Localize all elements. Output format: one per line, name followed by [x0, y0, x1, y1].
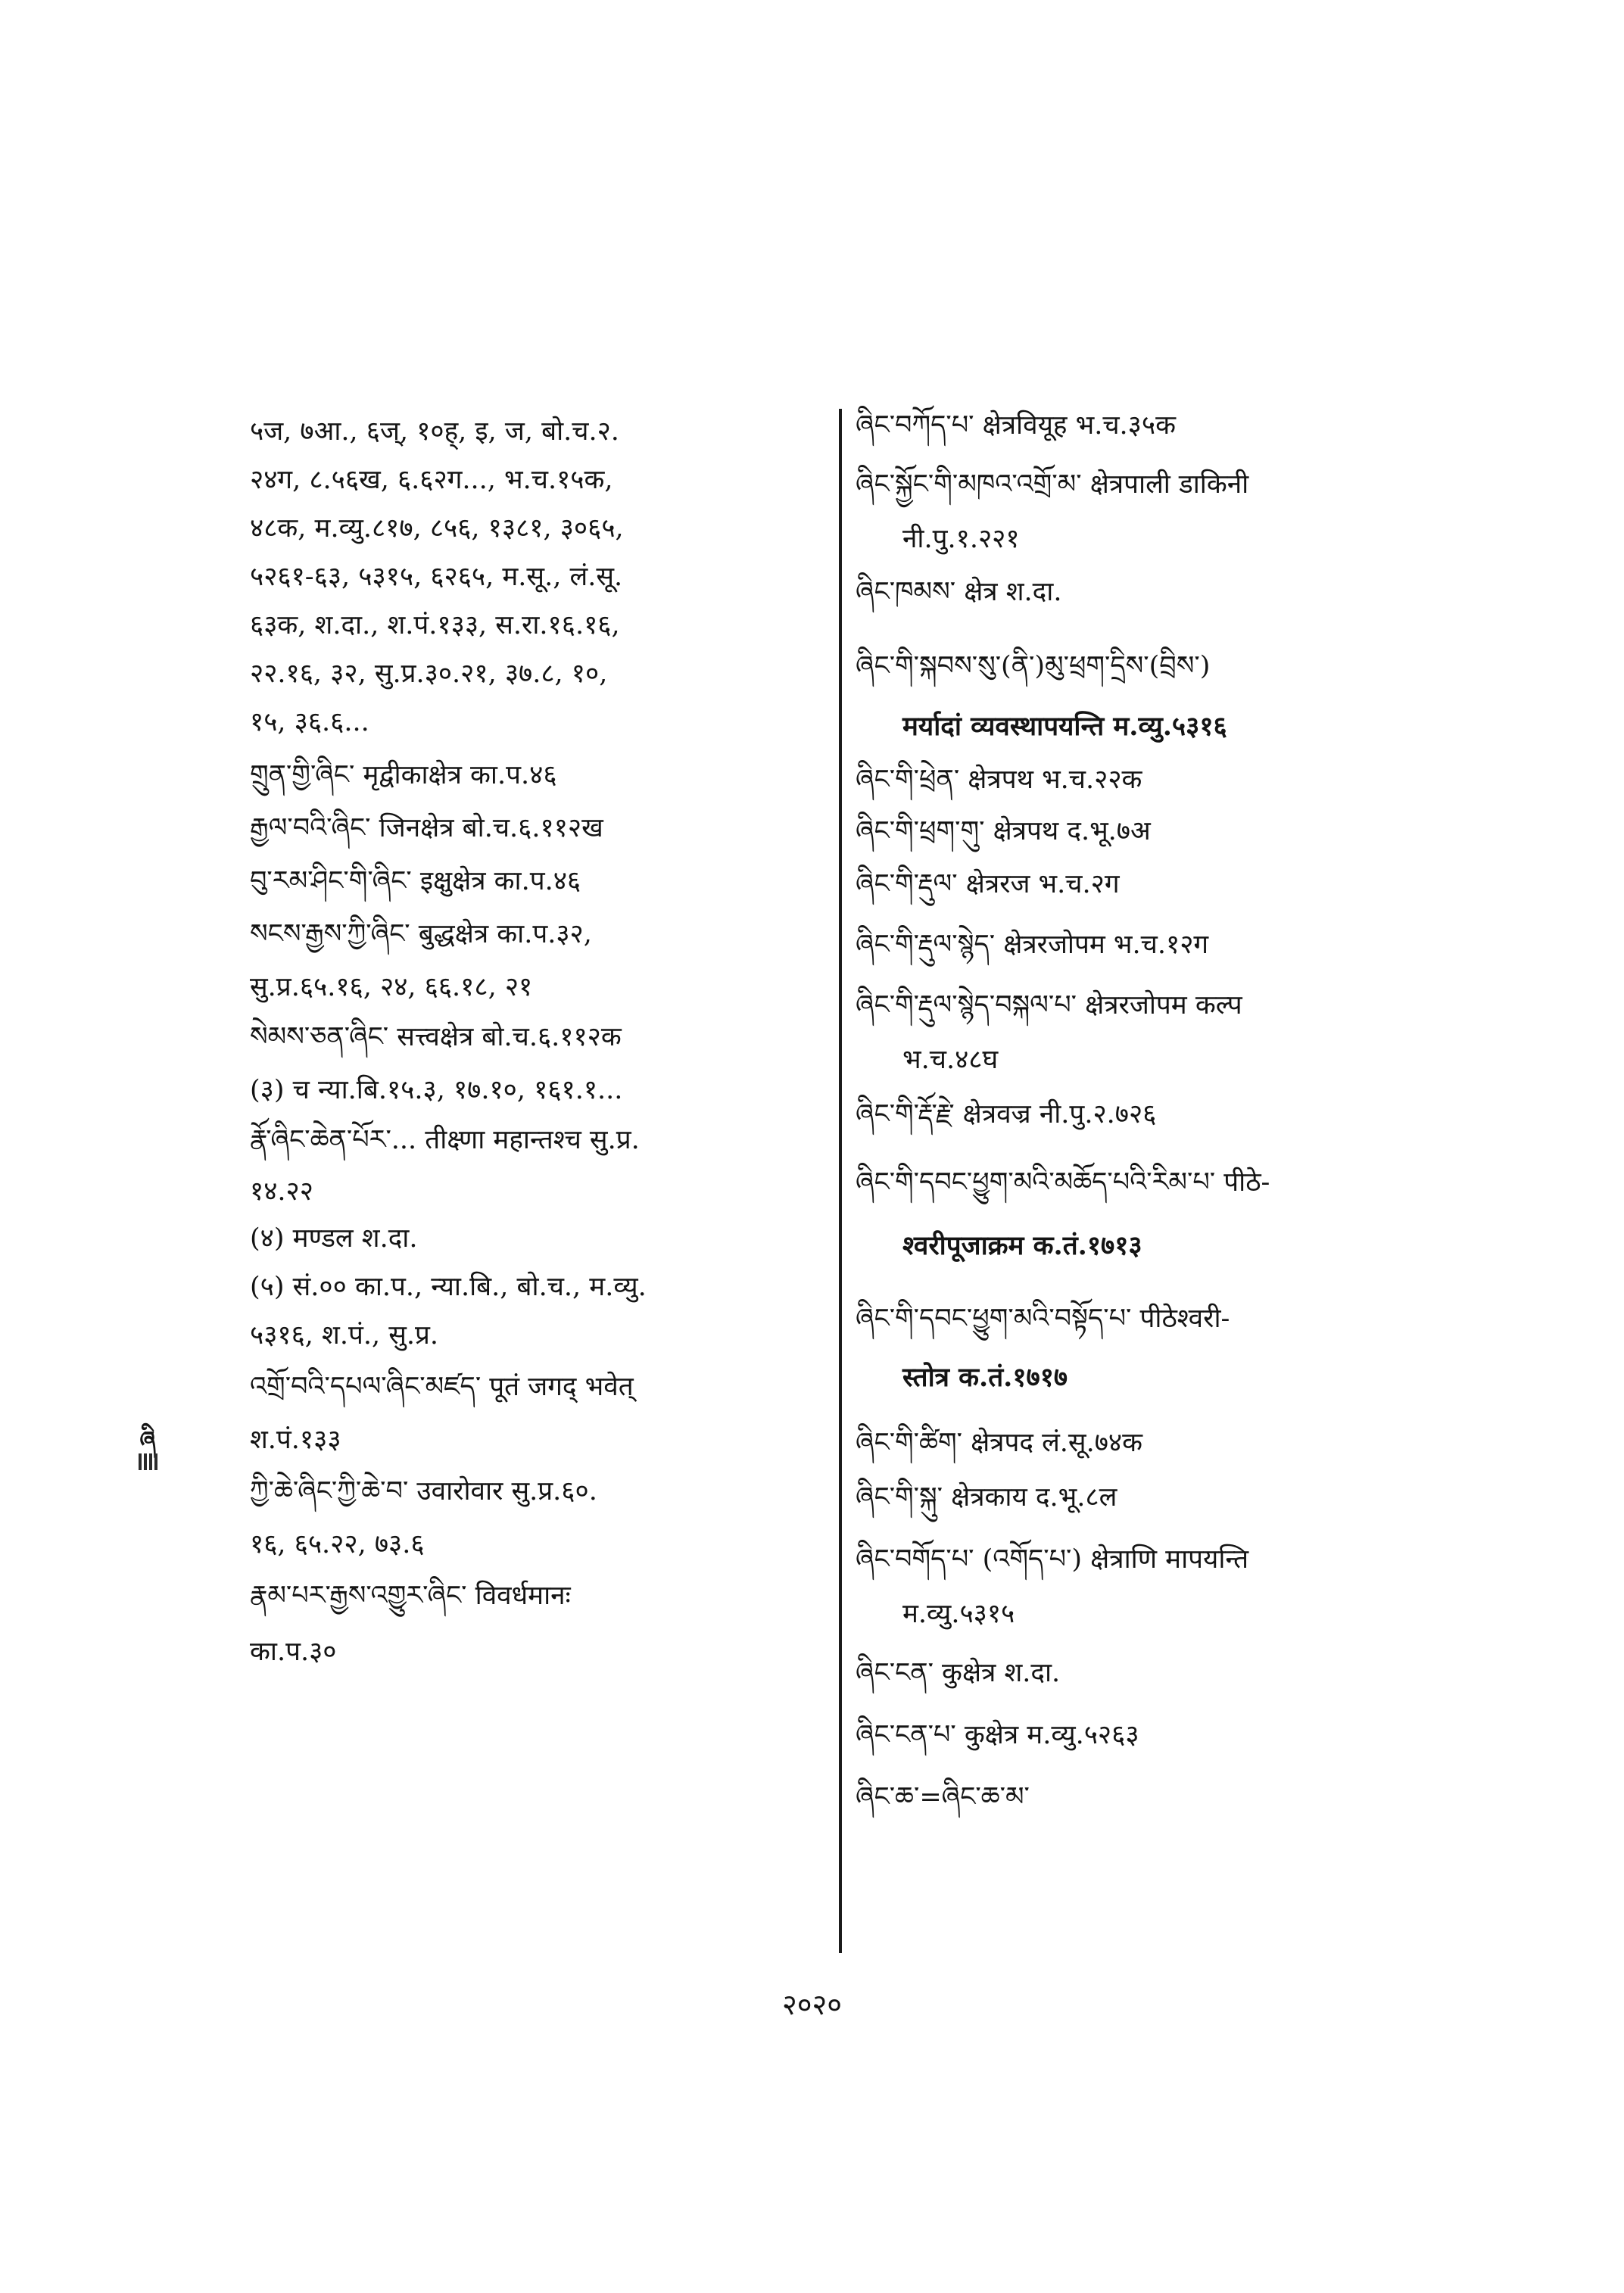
- entry-line: ཞིང་བགོད་པ་ (འགོད་པ་) क्षेत्राणि मापयन्ति: [856, 1544, 1249, 1575]
- page-number: २०२०: [781, 1988, 843, 2021]
- entry-line: ५३१६, श.पं., सु.प्र.: [250, 1320, 439, 1351]
- entry-line: ཞིང་གི་ཕྲེན་ क्षेत्रपथ भ.च.२२क: [856, 765, 1142, 795]
- entry-line: ཞིང་ཁམས་ क्षेत्र श.दा.: [856, 577, 1062, 607]
- entry-line: ཞིང་གི་ཕྲག་གུ་ क्षेत्रपथ द.भू.७अ: [856, 816, 1151, 846]
- entry-line: སངས་རྒྱས་ཀྱི་ཞིང་ बुद्धक्षेत्र का.प.३२,: [250, 919, 592, 949]
- entry-line: ५२६१-६३, ५३१५, ६२६५, म.सू., लं.सू.: [250, 562, 623, 592]
- entry-line: ཞིང་བཀོད་པ་ क्षेत्रवियूह भ.च.३५क: [856, 410, 1176, 441]
- entry-line: ५ज, ७आ., ६ज्, १०ह्, इ, ज, बो.च.२.: [250, 416, 619, 447]
- entry-line: ཞིང་གི་རྡོ་རྗེ་ क्षेत्रवज्र नी.पु.२.७२६: [856, 1099, 1157, 1129]
- entry-line: ཞིང་ངན་ कुक्षेत्र श.दा.: [856, 1658, 1061, 1688]
- entry-line: (४) मण्डल श.दा.: [250, 1223, 418, 1254]
- margin-section-mark: [132, 1429, 163, 1472]
- margin-bar: [154, 1453, 157, 1470]
- entry-line: ཞིང་གི་རྡུལ་སྙེད་བསྐལ་པ་ क्षेत्ररजोपम कल्प: [856, 990, 1242, 1020]
- entry-line: ཞིང་གི་ཚིག་ क्षेत्रपद लं.सू.७४क: [856, 1428, 1142, 1458]
- entry-line: २२.१६, ३२, सु.प्र.३०.२१, ३७.८, १०,: [250, 659, 608, 689]
- entry-line: ཞིང་གི་སྐབས་སུ་(ནི་)མུ་ཕྲག་དྲིས་(བྲིས་): [856, 651, 1211, 681]
- entry-line: १६, ६५.२२, ७३.६: [250, 1529, 425, 1559]
- entry-line: འགྲོ་བའི་དཔལ་ཞིང་མཛད་ पूतं जगद् भवेत्: [250, 1372, 634, 1402]
- entry-line: म.व्यु.५३१५: [902, 1599, 1015, 1629]
- entry-line: ཞིང་གི་རྡུལ་སྙེད་ क्षेत्ररजोपम भ.च.१२ग: [856, 930, 1209, 960]
- entry-line: का.प.३०: [250, 1637, 337, 1667]
- entry-line: བུ་རམ་ཤིང་གི་ཞིང་ इक्षुक्षेत्र का.प.४६: [250, 866, 581, 896]
- entry-line: मर्यादां व्यवस्थापयन्ति म.व्यु.५३१६: [902, 711, 1227, 742]
- column-divider: [839, 409, 842, 1953]
- margin-letter: ཞི: [139, 1427, 156, 1453]
- entry-line: स्तोत्र क.तं.१७१७: [902, 1362, 1068, 1393]
- entry-line: १५, ३६.६...: [250, 707, 369, 737]
- entry-line: १४.२२: [250, 1176, 313, 1207]
- margin-bar: [144, 1453, 147, 1470]
- entry-line: རྣོ་ཞིང་ཆེན་པོར་... तीक्ष्णा महान्तश्च सु.प्र.: [250, 1125, 640, 1155]
- entry-line: श्वरीपूजाक्रम क.तं.१७१३: [902, 1230, 1142, 1261]
- entry-line: རྒྱལ་བའི་ཞིང་ जिनक्षेत्र बो.च.६.११२ख: [250, 813, 603, 843]
- margin-bar: [139, 1453, 142, 1470]
- entry-line: ཀྱི་ཆེ་ཞིང་ཀྱི་ཆེ་བ་ उवारोवार सु.प्र.६०.: [250, 1476, 597, 1506]
- entry-line: २४ग, ८.५६ख, ६.६२ग..., भ.च.१५क,: [250, 465, 613, 495]
- entry-line: ४८क, म.व्यु.८१७, ८५६, १३८१, ३०६५,: [250, 513, 624, 544]
- entry-line: (५) सं.०० का.प., न्या.बि., बो.च., म.व्यु.: [250, 1272, 647, 1302]
- entry-line: ཞིང་གི་སྐུ་ क्षेत्रकाय द.भू.८ल: [856, 1482, 1117, 1513]
- entry-line: ཞིང་ཆ་=ཞིང་ཆ་མ་: [856, 1782, 1030, 1812]
- entry-line: སེམས་ཅན་ཞིང་ सत्त्वक्षेत्र बो.च.६.११२क: [250, 1022, 622, 1052]
- margin-bars: [139, 1453, 157, 1470]
- entry-line: ཞིང་གི་དབང་ཕྱུག་མའི་མཆོད་པའི་རིམ་པ་ पीठे-: [856, 1167, 1270, 1198]
- entry-line: གྲུན་གྱི་ཞིང་ मृद्वीकाक्षेत्र का.प.४६: [250, 760, 557, 790]
- entry-line: ६३क, श.दा., श.पं.१३३, स.रा.१६.१६,: [250, 610, 620, 640]
- entry-line: ཞིང་ངན་པ་ कुक्षेत्र म.व्यु.५२६३: [856, 1720, 1139, 1750]
- entry-line: ཞིང་སྐྱོང་གི་མཁའ་འགྲོ་མ་ क्षेत्रपाली डाकिनी: [856, 469, 1249, 500]
- entry-line: सु.प्र.६५.१६, २४, ६६.१८, २१: [250, 972, 533, 1002]
- entry-line: भ.च.४८घ: [902, 1045, 999, 1075]
- entry-line: (३) च न्या.बि.१५.३, १७.१०, १६१.१...: [250, 1075, 623, 1105]
- entry-line: ཞིང་གི་དབང་ཕྱུག་མའི་བསྟོད་པ་ पीठेश्वरी-: [856, 1304, 1230, 1334]
- entry-line: རྣམ་པར་རྒྱས་འགྱུར་ཞིང་ विवर्धमानः: [250, 1581, 571, 1611]
- entry-line: ཞིང་གི་རྡུལ་ क्षेत्ररज भ.च.२ग: [856, 869, 1120, 899]
- entry-line: नी.पु.१.२२१: [902, 524, 1020, 554]
- entry-line: श.पं.१३३: [250, 1425, 341, 1455]
- margin-bar: [149, 1453, 152, 1470]
